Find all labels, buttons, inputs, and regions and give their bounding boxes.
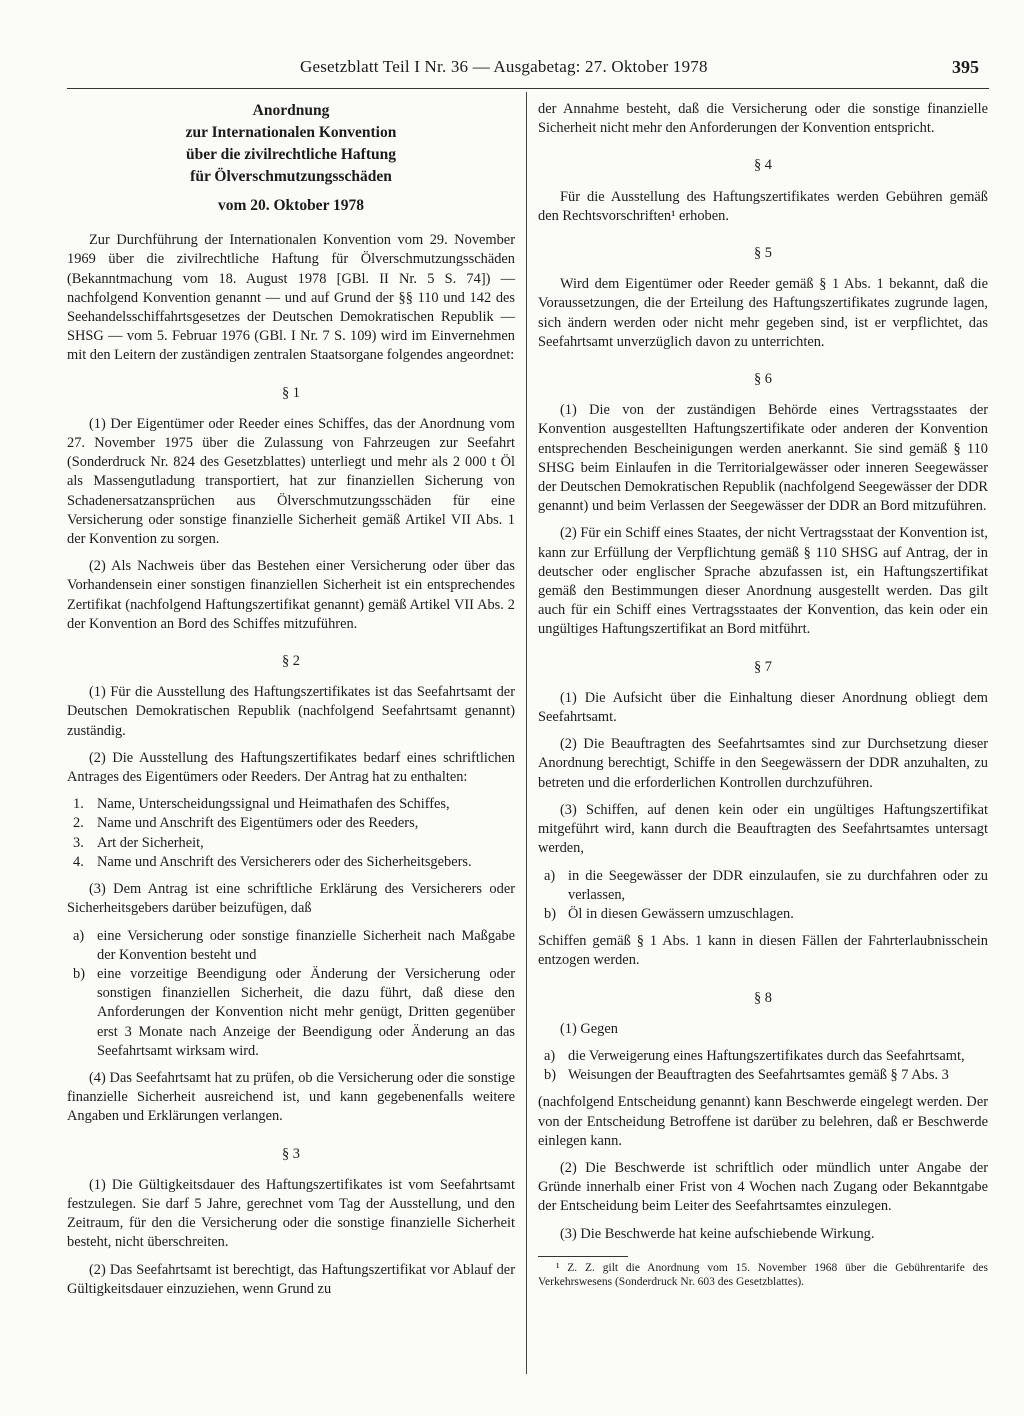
list-item	[538, 1047, 988, 1066]
paragraph: Schiffen gemäß § 1 Abs. 1 kann in diesen Fällen der Fahrterlaubnisschein entzogen werden.	[538, 933, 988, 969]
paragraph: (2) Als Nachweis über das Bestehen einer Versicherung oder über das Vorhandensein einer sonstigen finanziellen Sicherheit ist ein entsprechendes Zertifikat (nachfolgend Haftungszertifikat genannt) gemäß Artikel VII Abs. 2 der Konvention an Bord des Schiffes mitzuführen.	[67, 558, 515, 632]
section-heading-7: § 7	[754, 658, 772, 675]
section-heading-1: § 1	[282, 384, 300, 401]
header-title: Gesetzblatt Teil I Nr. 36 — Ausgabetag: 27. Oktober 1978	[300, 57, 708, 76]
paragraph: Wird dem Eigentümer oder Reeder gemäß § 1 Abs. 1 bekannt, daß die Voraussetzungen, die der Erteilung des Haftungszertifikates zugrunde lagen, sich ändern werden oder nicht mehr gegeben sind, ist er verpflichtet, das Seefahrtsamt unverzüglich davon zu unterrichten.	[538, 276, 988, 350]
title-line: über die zivilrechtliche Haftung	[186, 146, 396, 163]
paragraph: (3) Schiffen, auf denen kein oder ein ungültiges Haftungszertifikat mitgeführt wird, kann durch die Beauftragten des Seefahrtsamtes untersagt werden,	[538, 801, 988, 857]
document-date: vom 20. Oktober 1978	[217, 197, 365, 214]
footnote: ¹ Z. Z. gilt die Anordnung vom 15. November 1968 über die Gebührentarife des Verkehrswesens (Sonderdruck Nr. 603 des Gesetzblattes).	[538, 1261, 988, 1288]
paragraph: (2) Das Seefahrtsamt ist berechtigt, das Haftungszertifikat vor Ablauf der Gültigkeitsdauer einzuziehen, wenn Grund zu	[67, 1261, 515, 1297]
document-title	[67, 100, 515, 188]
page-number: 395	[952, 57, 979, 77]
paragraph: (1) Für die Ausstellung des Haftungszertifikates ist das Seefahrtsamt der Deutschen Demokratischen Republik (nachfolgend Seefahrtsamt genannt) zuständig.	[67, 684, 515, 739]
page-header	[0, 57, 1024, 81]
paragraph: (1) Gegen	[560, 1020, 618, 1037]
paragraph: (1) Der Eigentümer oder Reeder eines Schiffes, das der Anordnung vom 27. November 1975 über die Zulassung von Fahrzeugen zur Seefahrt (Sonderdruck Nr. 824 des Gesetzblattes) unterliegt und mehr als 2 000 t Öl als Massengutladung transportiert, hat zur finanziellen Sicherung von Schadenersatzansprüchen aus Ölverschmutzungsschäden für eine Versicherung oder sonstige finanzielle Sicherheit gemäß Artikel VII Abs. 1 der Konvention zu sorgen.	[67, 415, 515, 548]
list-item	[67, 795, 515, 814]
paragraph: Für die Ausstellung des Haftungszertifikates werden Gebühren gemäß den Rechtsvorschriften¹ erhoben.	[538, 188, 988, 224]
title-line: Anordnung	[252, 102, 330, 119]
list-marker: 4.	[73, 853, 84, 870]
section-heading-5: § 5	[754, 245, 772, 262]
paragraph: (3) Die Beschwerde hat keine aufschiebende Wirkung.	[560, 1225, 875, 1242]
list-item	[538, 1066, 988, 1085]
list-text: Art der Sicherheit,	[97, 834, 204, 851]
list-marker: b)	[544, 905, 556, 922]
list-marker: 1.	[73, 796, 84, 813]
paragraph: (1) Die Gültigkeitsdauer des Haftungszertifikates ist vom Seefahrtsamt festzulegen. Sie darf 5 Jahre, gerechnet vom Tag der Ausstellung, und den Zeitraum, für den die Versicherung oder die sonstige finanzielle Sicherheit besteht, nicht überschreiten.	[67, 1176, 515, 1251]
left-column	[67, 100, 515, 1307]
paragraph: (2) Die Ausstellung des Haftungszertifikates bedarf eines schriftlichen Antrages des Eigentümers oder Reeders. Der Antrag hat zu enthalten:	[67, 749, 515, 786]
list-item	[67, 814, 515, 833]
section-heading-2: § 2	[282, 653, 300, 670]
paragraph: (4) Das Seefahrtsamt hat zu prüfen, ob die Versicherung oder die sonstige finanzielle Sicherheit ausreichend ist, und kann gegebenenfalls weitere Angaben und Erklärungen verlangen.	[67, 1069, 515, 1125]
intro-paragraph: Zur Durchführung der Internationalen Konvention vom 29. November 1969 über die zivilrechtliche Haftung für Ölverschmutzungsschäden (Bekanntmachung vom 18. August 1978 [GBl. II Nr. 5 S. 74]) — nachfolgend Konvention genannt — und auf Grund der §§ 110 und 142 des Seehandelsschiffahrtsgesetzes der Deutschen Demokratischen Republik — SHSG — vom 5. Februar 1976 (GBl. I Nr. 7 S. 109) wird im Einvernehmen mit den Leitern der zuständigen zentralen Staatsorgane folgendes angeordnet:	[67, 232, 515, 364]
column-divider	[526, 92, 527, 1374]
list-marker: 2.	[73, 815, 84, 832]
lettered-list	[538, 1047, 988, 1085]
list-item	[67, 965, 515, 1061]
list-marker: b)	[73, 965, 85, 982]
list-text: Weisungen der Beauftragten des Seefahrtsamtes gemäß § 7 Abs. 3	[568, 1067, 949, 1084]
list-text: eine Versicherung oder sonstige finanzielle Sicherheit nach Maßgabe der Konvention besteht und	[97, 927, 515, 963]
section-heading-8: § 8	[754, 989, 772, 1006]
paragraph: (1) Die von der zuständigen Behörde eines Vertragsstaates der Konvention ausgestellten Haftungszertifikate oder anderen der Konvention entsprechenden Bescheinigungen werden anerkannt. Sie sind gemäß § 110 SHSG beim Einlaufen in die Territorialgewässer oder inneren Seegewässer der Deutschen Demokratischen Republik (nachfolgend Seegewässer der DDR genannt) und beim Verlassen der Seegewässer der DDR an Bord mitzuführen.	[538, 402, 988, 515]
list-item	[67, 927, 515, 965]
list-marker: a)	[73, 927, 85, 944]
list-text: Name, Unterscheidungssignal und Heimathafen des Schiffes,	[97, 796, 450, 813]
list-item	[538, 867, 988, 905]
list-text: in die Seegewässer der DDR einzulaufen, sie zu durchfahren oder zu verlassen,	[568, 867, 988, 903]
list-marker: b)	[544, 1067, 556, 1084]
list-text: die Verweigerung eines Haftungszertifikates durch das Seefahrtsamt,	[568, 1047, 965, 1064]
list-item	[67, 853, 515, 872]
title-line: zur Internationalen Konvention	[185, 124, 397, 141]
paragraph: (nachfolgend Entscheidung genannt) kann Beschwerde eingelegt werden. Der von der Entscheidung Betroffene ist darüber zu belehren, daß er Beschwerde einlegen kann.	[538, 1094, 988, 1149]
title-line: für Ölverschmutzungsschäden	[190, 168, 392, 185]
right-column	[538, 100, 988, 1297]
list-item	[538, 905, 988, 924]
list-text: Name und Anschrift des Eigentümers oder des Reeders,	[97, 815, 419, 832]
section-heading-6: § 6	[754, 371, 772, 388]
list-text: Öl in diesen Gewässern umzuschlagen.	[568, 905, 794, 922]
list-marker: a)	[544, 1047, 556, 1064]
paragraph: (3) Dem Antrag ist eine schriftliche Erklärung des Versicherers oder Sicherheitsgebers darüber beizufügen, daß	[67, 881, 515, 917]
lettered-list	[67, 927, 515, 1061]
footnote-rule	[538, 1256, 628, 1257]
section-heading-4: § 4	[754, 157, 772, 174]
paragraph: (2) Die Beauftragten des Seefahrtsamtes sind zur Durchsetzung dieser Anordnung berechtigt, Schiffe in den Seegewässern der DDR anzuhalten, zu betreten und die erforderlichen Kontrollen durchzuführen.	[538, 736, 988, 791]
numbered-list	[67, 795, 515, 872]
list-marker: a)	[544, 867, 556, 884]
section-heading-3: § 3	[282, 1145, 300, 1162]
header-rule	[67, 88, 989, 89]
list-text: eine vorzeitige Beendigung oder Änderung der Versicherung oder sonstigen finanziellen Sicherheit, die dazu führt, daß diese den Anforderungen der Konvention nicht mehr genügt, Dritten gegenüber erst 3 Monate nach Anzeige der Beendigung oder Änderung an das Seefahrtsamt wirksam wird.	[97, 965, 515, 1059]
list-marker: 3.	[73, 834, 84, 851]
paragraph: (1) Die Aufsicht über die Einhaltung dieser Anordnung obliegt dem Seefahrtsamt.	[538, 689, 988, 726]
list-text: Name und Anschrift des Versicherers oder des Sicherheitsgebers.	[97, 853, 472, 870]
lettered-list	[538, 867, 988, 925]
paragraph: (2) Für ein Schiff eines Staates, der nicht Vertragsstaat der Konvention ist, kann zur Erfüllung der Verpflichtung gemäß § 110 SHSG auf Antrag, der in deutscher oder englischer Sprache abzufassen ist, ein Haftungszertifikat gemäß den Bestimmungen dieser Anordnung ausgestellt werden. Das gilt auch für ein Schiff eines Vertragsstaates der Konvention, das kein oder ein ungültiges Haftungszertifikat an Bord mitführt.	[538, 525, 988, 638]
paragraph: (2) Die Beschwerde ist schriftlich oder mündlich unter Angabe der Gründe innerhalb einer Frist von 4 Wochen nach Zugang oder Bekanntgabe der Entscheidung beim Leiter des Seefahrtsamtes einzulegen.	[538, 1159, 988, 1215]
list-item	[67, 834, 515, 853]
paragraph-continued: der Annahme besteht, daß die Versicherung oder die sonstige finanzielle Sicherheit nicht mehr den Anforderungen der Konvention entspricht.	[538, 101, 988, 137]
